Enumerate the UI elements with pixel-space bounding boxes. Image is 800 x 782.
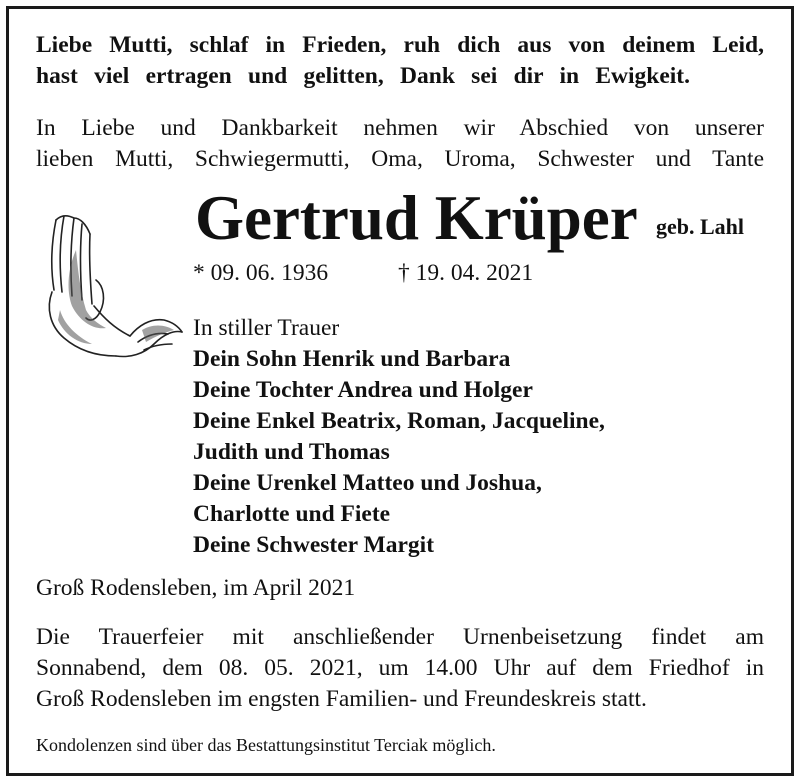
mourner-line: Deine Schwester Margit: [193, 532, 435, 558]
mourner-line: Deine Tochter Andrea und Holger: [193, 377, 533, 403]
intro-line-2: lieben Mutti, Schwiegermutti, Oma, Uroma, Schwester und Tante: [36, 146, 764, 172]
mourner-line: Deine Urenkel Matteo und Joshua,: [193, 470, 542, 496]
place-and-date: Groß Rodensleben, im April 2021: [36, 575, 356, 601]
deceased-name: Gertrud Krüper: [195, 183, 638, 253]
mourner-line: Dein Sohn Henrik und Barbara: [193, 346, 511, 372]
service-line-1: Die Trauerfeier mit anschließender Urnenbeisetzung findet am: [36, 624, 764, 650]
condolences-note: Kondolenzen sind über das Bestattungsinstitut Terciak möglich.: [36, 735, 496, 755]
verse-line-2: hast viel ertragen und gelitten, Dank sei dir in Ewigkeit.: [36, 63, 690, 89]
mourning-heading: In stiller Trauer: [193, 315, 340, 341]
service-line-2: Sonnabend, dem 08. 05. 2021, um 14.00 Uhr auf dem Friedhof in: [36, 655, 764, 681]
maiden-name: geb. Lahl: [656, 214, 745, 239]
mourner-line: Deine Enkel Beatrix, Roman, Jacqueline,: [193, 408, 605, 434]
intro-line-1: In Liebe und Dankbarkeit nehmen wir Abschied von unserer: [36, 115, 764, 141]
death-date: † 19. 04. 2021: [398, 260, 534, 286]
birth-date: * 09. 06. 1936: [193, 260, 329, 286]
praying-hands-icon: [34, 210, 184, 370]
mourner-line: Charlotte und Fiete: [193, 501, 391, 527]
verse-line-1: Liebe Mutti, schlaf in Frieden, ruh dich aus von deinem Leid,: [36, 32, 764, 58]
mourner-line: Judith und Thomas: [193, 439, 390, 465]
service-line-3: Groß Rodensleben im engsten Familien- und Freundeskreis statt.: [36, 686, 647, 712]
